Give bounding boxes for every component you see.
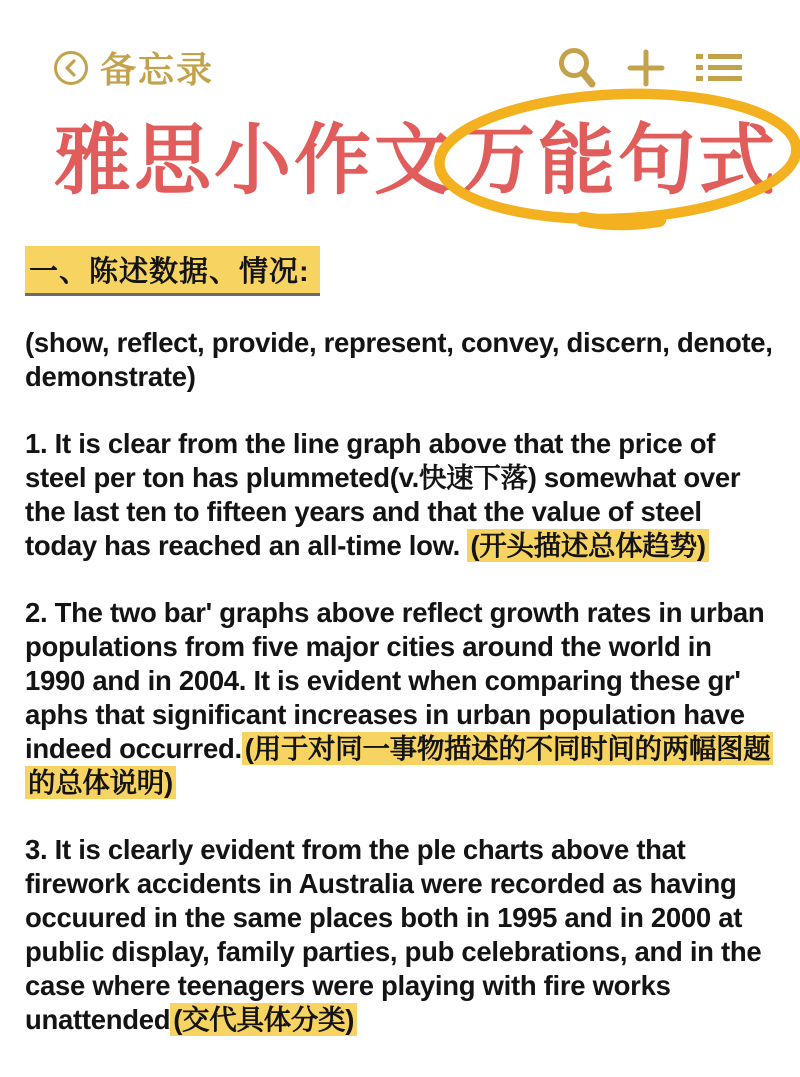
highlighted-annotation: (交代具体分类) xyxy=(170,1003,357,1036)
paragraph xyxy=(25,326,776,394)
add-note-icon[interactable] xyxy=(626,46,666,90)
paragraph-text: (show, reflect, provide, represent, convey, discern, denote, demonstrate) xyxy=(25,326,773,392)
section-heading: 一、陈述数据、情况: xyxy=(25,246,320,296)
note-title xyxy=(54,117,800,206)
list-view-icon[interactable] xyxy=(694,46,744,90)
note-title-circled xyxy=(454,117,782,206)
paragraph xyxy=(25,596,776,800)
search-icon[interactable] xyxy=(556,46,598,90)
highlighted-annotation: (用于对同一事物描述的不同时间的两幅图题的总体说明) xyxy=(25,732,773,799)
paragraph xyxy=(25,833,776,1037)
app-title: 备忘录 xyxy=(100,49,215,90)
highlighted-annotation: (开头描述总体趋势) xyxy=(467,529,708,562)
paragraph-text: 1. It is clear from the line graph above that the price of steel per ton has plummeted(v.快速下落) somewhat over the last ten to fifteen years and that the value of steel today has reached an all-time low. xyxy=(25,427,741,561)
paragraph xyxy=(25,427,776,563)
chevron-left-circle-icon[interactable] xyxy=(54,51,88,85)
paragraph-text: 3. It is clearly evident from the ple charts above that firework accidents in Australia were recorded as having occuured in the same places both in 1995 and in 2000 at public display, family parties, pub celebrations, and in the case where teenagers were playing with fire works unattended xyxy=(25,833,762,1035)
note-title-block xyxy=(0,117,800,206)
note-title-plain: 雅思小作文 xyxy=(54,118,454,204)
top-navigation-bar xyxy=(0,0,800,93)
toolbar-actions xyxy=(556,46,744,90)
paragraph-text: 2. The two bar' graphs above reflect growth rates in urban populations from five major cities around the world in 1990 and in 2004. It is evident when comparing these gr' aphs that significant increases in urban population have indeed occurred. xyxy=(25,596,765,764)
note-content xyxy=(0,246,800,1077)
back-button[interactable] xyxy=(54,42,214,93)
note-title-circled-text: 万能句式 xyxy=(458,118,778,204)
note-body xyxy=(25,326,776,1037)
